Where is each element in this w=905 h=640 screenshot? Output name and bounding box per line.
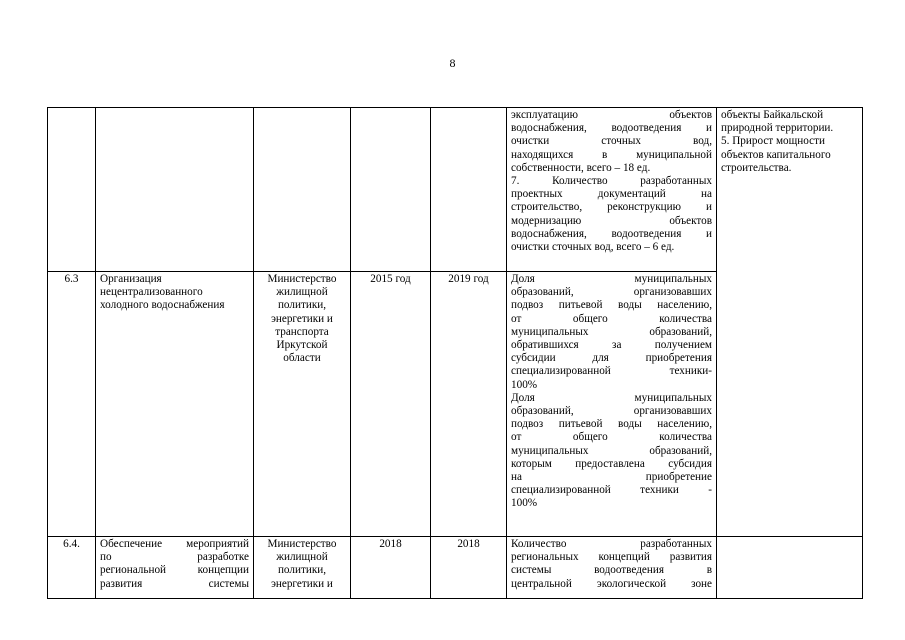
- text-line: 100%: [511, 497, 538, 510]
- text-line: специализированной техники-: [511, 365, 712, 378]
- cell-name: Организация нецентрализованного холодного водоснабжения: [96, 272, 254, 537]
- text-line: подвоз питьевой воды населению,: [511, 299, 712, 312]
- cell-num: [48, 108, 96, 272]
- text-line: от общего количества: [511, 312, 712, 325]
- text-line: на приобретение: [511, 471, 712, 484]
- text-line: строительство, реконструкцию и: [511, 201, 712, 214]
- cell-effect: [717, 108, 863, 537]
- text-line: от общего количества: [511, 431, 712, 444]
- cell-executor: [254, 108, 351, 272]
- text-line: центральной экологической зоне: [511, 577, 712, 590]
- text-line: Обеспечение мероприятий: [100, 538, 249, 550]
- cell-num: 6.4.: [48, 537, 96, 599]
- text-line: очистки сточных вод, всего – 6 ед.: [511, 241, 675, 254]
- page-number: 8: [449, 56, 456, 70]
- text-line: региональной концепции: [100, 564, 249, 577]
- table-row-continued: [48, 108, 863, 272]
- text-line: водоснабжения, водоотведения и: [511, 122, 712, 135]
- text-line: региональных концепций развития: [511, 551, 712, 564]
- cell-start: [351, 108, 431, 272]
- cell-num: 6.3: [48, 272, 96, 537]
- cell-executor: Министерство жилищной политики, энергетики и транспорта Иркутской области: [254, 272, 351, 537]
- text-line: образований, организовавших: [511, 286, 712, 299]
- text-line: водоснабжения, водоотведения и: [511, 227, 712, 240]
- cell-start: 2018: [351, 537, 431, 599]
- text-line: развития системы: [100, 577, 249, 590]
- text-line: Количество разработанных: [511, 538, 712, 550]
- text-line: по разработке: [100, 551, 249, 564]
- text-line: муниципальных образований,: [511, 325, 712, 338]
- text-line: собственности, всего – 18 ед.: [511, 161, 651, 174]
- cell-end: 2019 год: [431, 272, 507, 537]
- effect-text: объекты Байкальской природной территории. 5. Прирост мощности объектов капитального строительства.: [721, 109, 834, 174]
- cell-end: 2018: [431, 537, 507, 599]
- text-line: специализированной техники -: [511, 484, 712, 497]
- text-line: обратившихся за получением: [511, 339, 712, 352]
- text-line: проектных документаций на: [511, 188, 712, 201]
- text-line: субсидии для приобретения: [511, 352, 712, 365]
- text-line: образований, организовавших: [511, 405, 712, 418]
- text-line: очистки сточных вод,: [511, 135, 712, 148]
- text-line: 100%: [511, 378, 538, 391]
- text-line: эксплуатацию объектов: [511, 109, 712, 121]
- text-line: Доля муниципальных: [511, 273, 712, 285]
- cell-result: [507, 272, 717, 537]
- cell-name: [96, 108, 254, 272]
- measures-table: [47, 107, 863, 599]
- cell-end: [431, 108, 507, 272]
- text-line: Доля муниципальных: [511, 391, 712, 404]
- cell-start: 2015 год: [351, 272, 431, 537]
- text-line: модернизацию объектов: [511, 214, 712, 227]
- text-line: муниципальных образований,: [511, 444, 712, 457]
- cell-name: [96, 537, 254, 599]
- cell-result: [507, 537, 717, 599]
- text-line: 7. Количество разработанных: [511, 175, 712, 188]
- text-line: системы водоотведения в: [511, 564, 712, 577]
- cell-executor: Министерство жилищной политики, энергетики и: [254, 537, 351, 599]
- table-row-6-4: [48, 537, 863, 599]
- text-line: подвоз питьевой воды населению,: [511, 418, 712, 431]
- cell-result: [507, 108, 717, 272]
- cell-effect: [717, 537, 863, 599]
- text-line: находящихся в муниципальной: [511, 148, 712, 161]
- text-line: которым предоставлена субсидия: [511, 457, 712, 470]
